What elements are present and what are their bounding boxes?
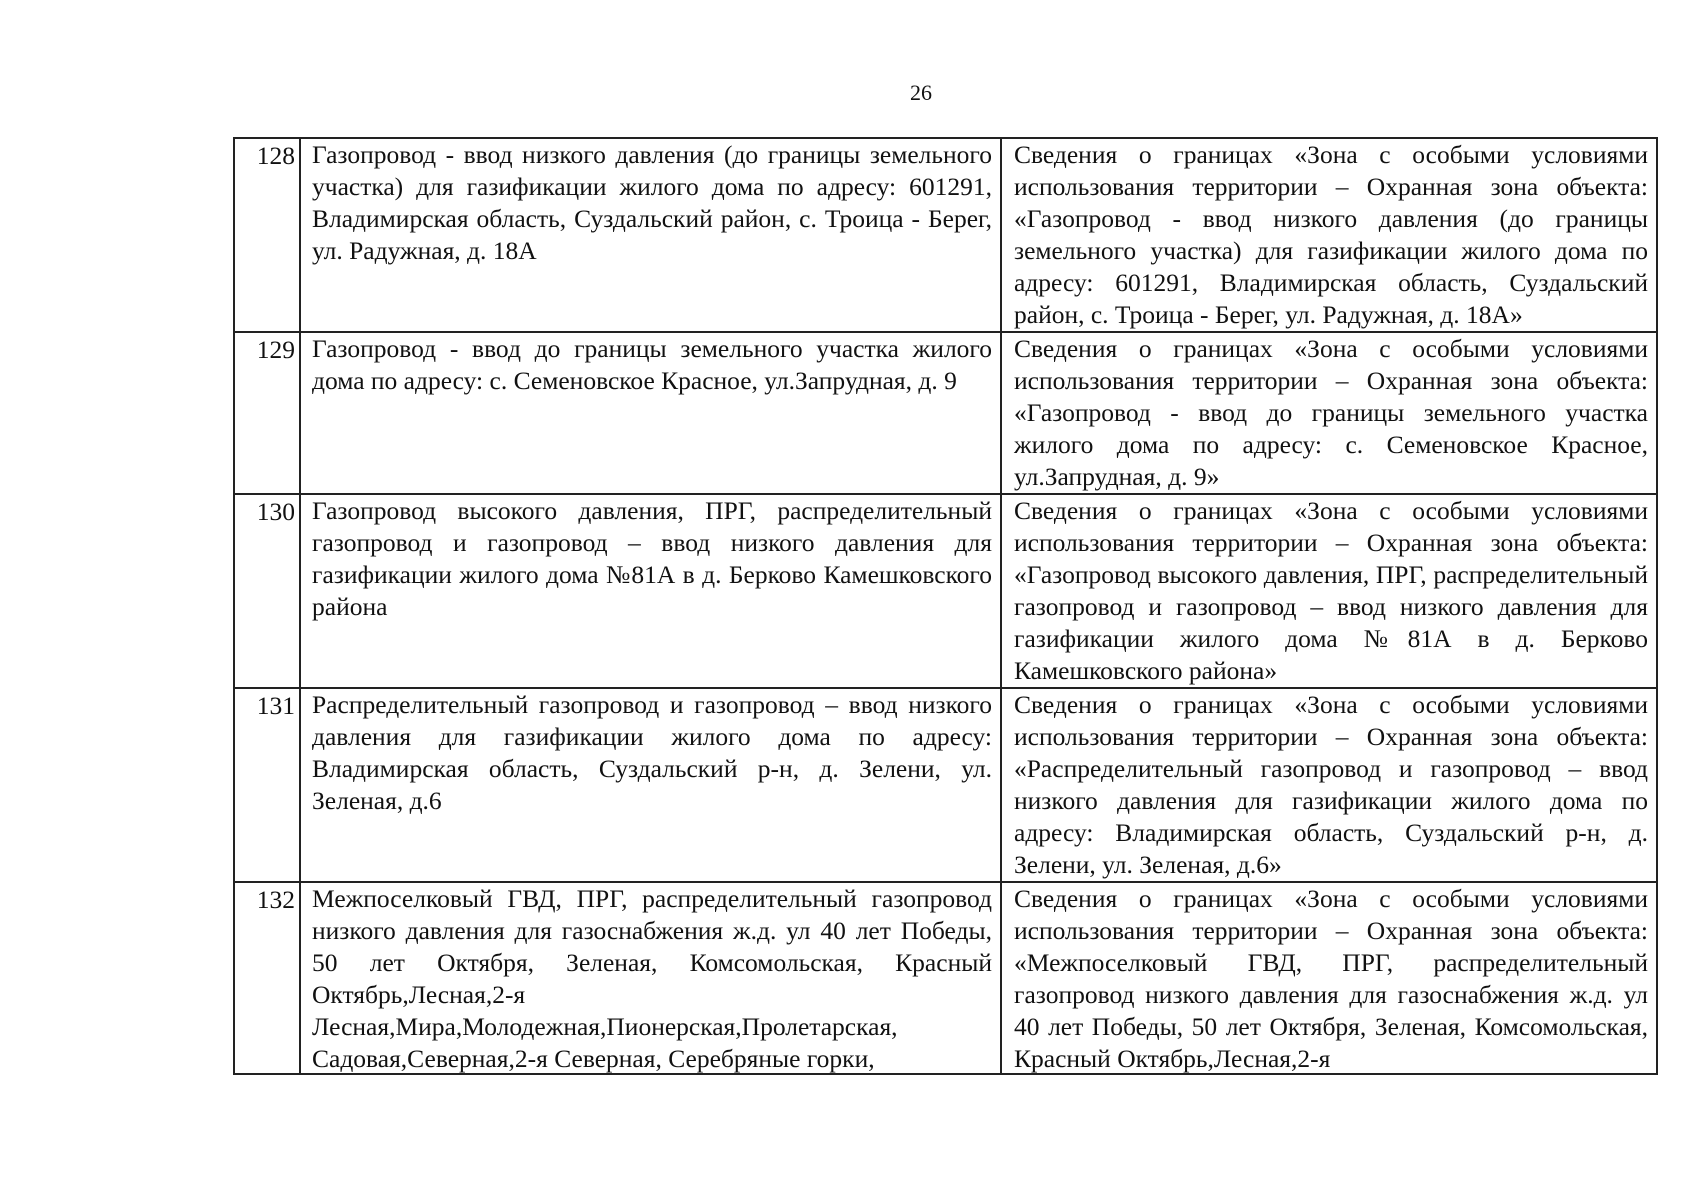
table-row (234, 494, 1657, 688)
zone-info-cell: Сведения о границах «Зона с особыми условиями использования территории – Охранная зона объекта: «Распределительный газопровод и газопровод – ввод низкого давления для газификации жилого дома по адресу: Владимирская область, Суздальский р-н, д. Зелени, ул. Зеленая, д.6» (1001, 688, 1657, 882)
object-name-cell: Газопровод - ввод до границы земельного участка жилого дома по адресу: с. Семеновское Красное, ул.Запрудная, д. 9 (300, 332, 1001, 494)
table-row (234, 688, 1657, 882)
zones-table (233, 137, 1658, 1075)
table-row (234, 138, 1657, 332)
object-name-cell: Газопровод - ввод низкого давления (до границы земельного участка) для газификации жилого дома по адресу: 601291, Владимирская область, Суздальский район, с. Троица - Берег, ул. Радужная, д. 18А (300, 138, 1001, 332)
zone-info-cell (1001, 882, 1657, 1074)
object-name-cell: Распределительный газопровод и газопровод – ввод низкого давления для газификации жилого дома по адресу: Владимирская область, Суздальский р-н, д. Зелени, ул. Зеленая, д.6 (300, 688, 1001, 882)
row-number: 128 (256, 141, 295, 170)
row-number-cell (234, 138, 300, 332)
page-number: 26 (910, 80, 932, 105)
object-name-cell (300, 882, 1001, 1074)
row-number-cell (234, 688, 300, 882)
row-number-cell (234, 882, 300, 1074)
object-name-text: Межпоселковый ГВД, ПРГ, распределительный газопровод низкого давления для газоснабжения ж.д. ул 40 лет Победы, 50 лет Октября, Зеленая, Комсомольская, Красный Октябрь,Лесная,2-я Лесная,Мира,Молодежная,Пионерская,Пролетарская, Садовая,Северная,2-я Северная, Серебряные горки, (312, 884, 992, 1073)
row-number-cell (234, 332, 300, 494)
row-number: 129 (256, 335, 295, 364)
zone-info-text: Сведения о границах «Зона с особыми условиями использования территории – Охранная зона объекта: «Межпоселковый ГВД, ПРГ, распределительный газопровод низкого давления для газоснабжения ж.д. ул 40 лет Победы, 50 лет Октября, Зеленая, Комсомольская, Красный Октябрь,Лесная,2-я (1014, 884, 1648, 1073)
zone-info-cell: Сведения о границах «Зона с особыми условиями использования территории – Охранная зона объекта: «Газопровод - ввод низкого давления (до границы земельного участка) для газификации жилого дома по адресу: 601291, Владимирская область, Суздальский район, с. Троица - Берег, ул. Радужная, д. 18А» (1001, 138, 1657, 332)
row-number-cell (234, 494, 300, 688)
zone-info-cell: Сведения о границах «Зона с особыми условиями использования территории – Охранная зона объекта: «Газопровод высокого давления, ПРГ, распределительный газопровод и газопровод – ввод низкого давления для газификации жилого дома №81А в д. Берково Камешковского района» (1001, 494, 1657, 688)
zone-info-cell: Сведения о границах «Зона с особыми условиями использования территории – Охранная зона объекта: «Газопровод - ввод до границы земельного участка жилого дома по адресу: с. Семеновское Красное, ул.Запрудная, д. 9» (1001, 332, 1657, 494)
row-number: 132 (256, 885, 295, 914)
table-row (234, 332, 1657, 494)
row-number: 131 (256, 691, 295, 720)
row-number: 130 (256, 497, 295, 526)
table-row (234, 882, 1657, 1074)
object-name-cell: Газопровод высокого давления, ПРГ, распределительный газопровод и газопровод – ввод низкого давления для газификации жилого дома №81А в д. Берково Камешковского района (300, 494, 1001, 688)
